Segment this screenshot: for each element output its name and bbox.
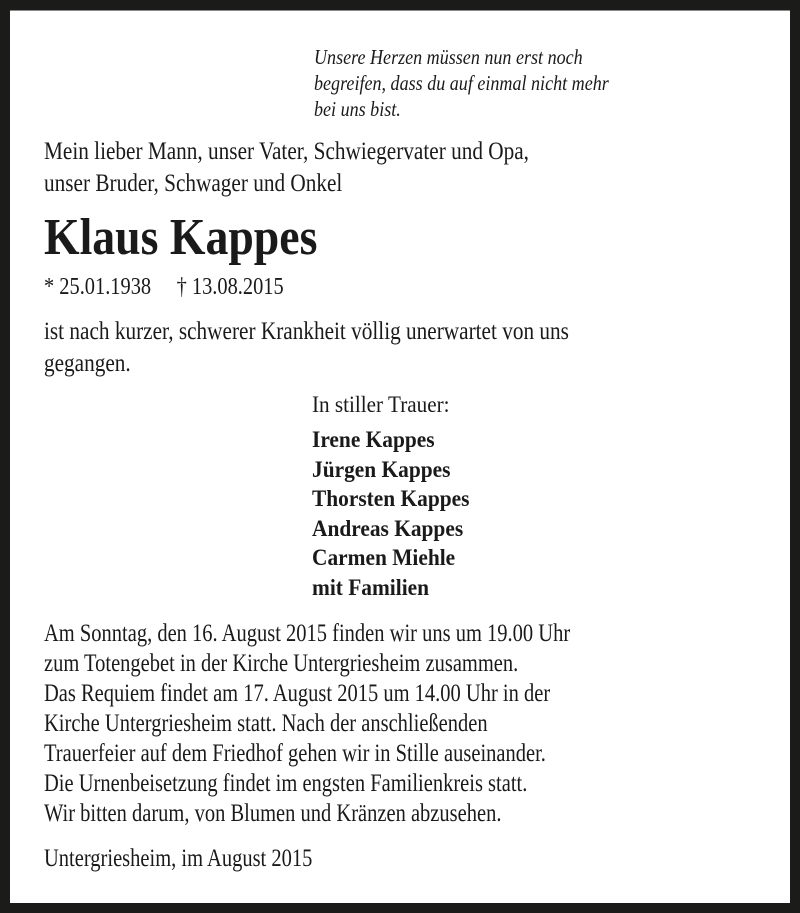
notice-line: Wir bitten darum, von Blumen und Kränzen abzusehen. — [44, 800, 502, 827]
mourning-label: In stiller Trauer: — [312, 392, 450, 417]
mourners-block — [312, 391, 481, 602]
mourner-name: Thorsten Kappes — [312, 486, 470, 511]
passing-line: ist nach kurzer, schwerer Krankheit völlig unerwartet von uns — [44, 318, 569, 345]
service-notice — [44, 619, 686, 829]
place-date-text: Untergriesheim, im August 2015 — [44, 845, 313, 872]
intro-line: unser Bruder, Schwager und Onkel — [44, 170, 343, 197]
motto-line: bei uns bist. — [314, 97, 401, 121]
mourner-name: mit Familien — [312, 574, 430, 600]
death-date: † 13.08.2015 — [176, 274, 284, 300]
mourner-name: Jürgen Kappes — [312, 456, 451, 482]
notice-line: Kirche Untergriesheim statt. Nach der anschließenden — [44, 710, 488, 737]
deceased-name — [44, 210, 355, 266]
passing-line: gegangen. — [44, 350, 131, 377]
notice-line: Das Requiem findet am 17. August 2015 um 14.00 Uhr in der — [44, 680, 551, 707]
obituary-notice — [10, 10, 790, 903]
notice-line: zum Totengebet in der Kirche Untergriesheim zusammen. — [44, 650, 519, 677]
notice-line: Trauerfeier auf dem Friedhof gehen wir in Stille auseinander. — [44, 740, 546, 767]
mourner-name: Irene Kappes — [312, 427, 435, 452]
place-date-signature — [44, 844, 371, 874]
notice-line: Die Urnenbeisetzung findet im engsten Familienkreis statt. — [44, 770, 528, 797]
motto-line: begreifen, dass du auf einmal nicht mehr — [314, 71, 609, 95]
notice-line: Am Sonntag, den 16. August 2015 finden wir uns um 19.00 Uhr — [44, 620, 571, 647]
passing-text — [44, 316, 662, 380]
birth-date: * 25.01.1938 — [44, 274, 152, 300]
motto-line: Unsere Herzen müssen nun erst noch — [314, 45, 583, 69]
mourner-name: Carmen Miehle — [312, 545, 456, 570]
intro-text — [44, 136, 615, 200]
life-dates — [44, 272, 326, 302]
mourner-name: Andreas Kappes — [312, 515, 464, 541]
motto-quote — [314, 44, 657, 122]
mourner-list — [312, 425, 481, 602]
deceased-name-text: Klaus Kappes — [44, 209, 318, 266]
intro-line: Mein lieber Mann, unser Vater, Schwiegervater und Opa, — [44, 138, 530, 165]
